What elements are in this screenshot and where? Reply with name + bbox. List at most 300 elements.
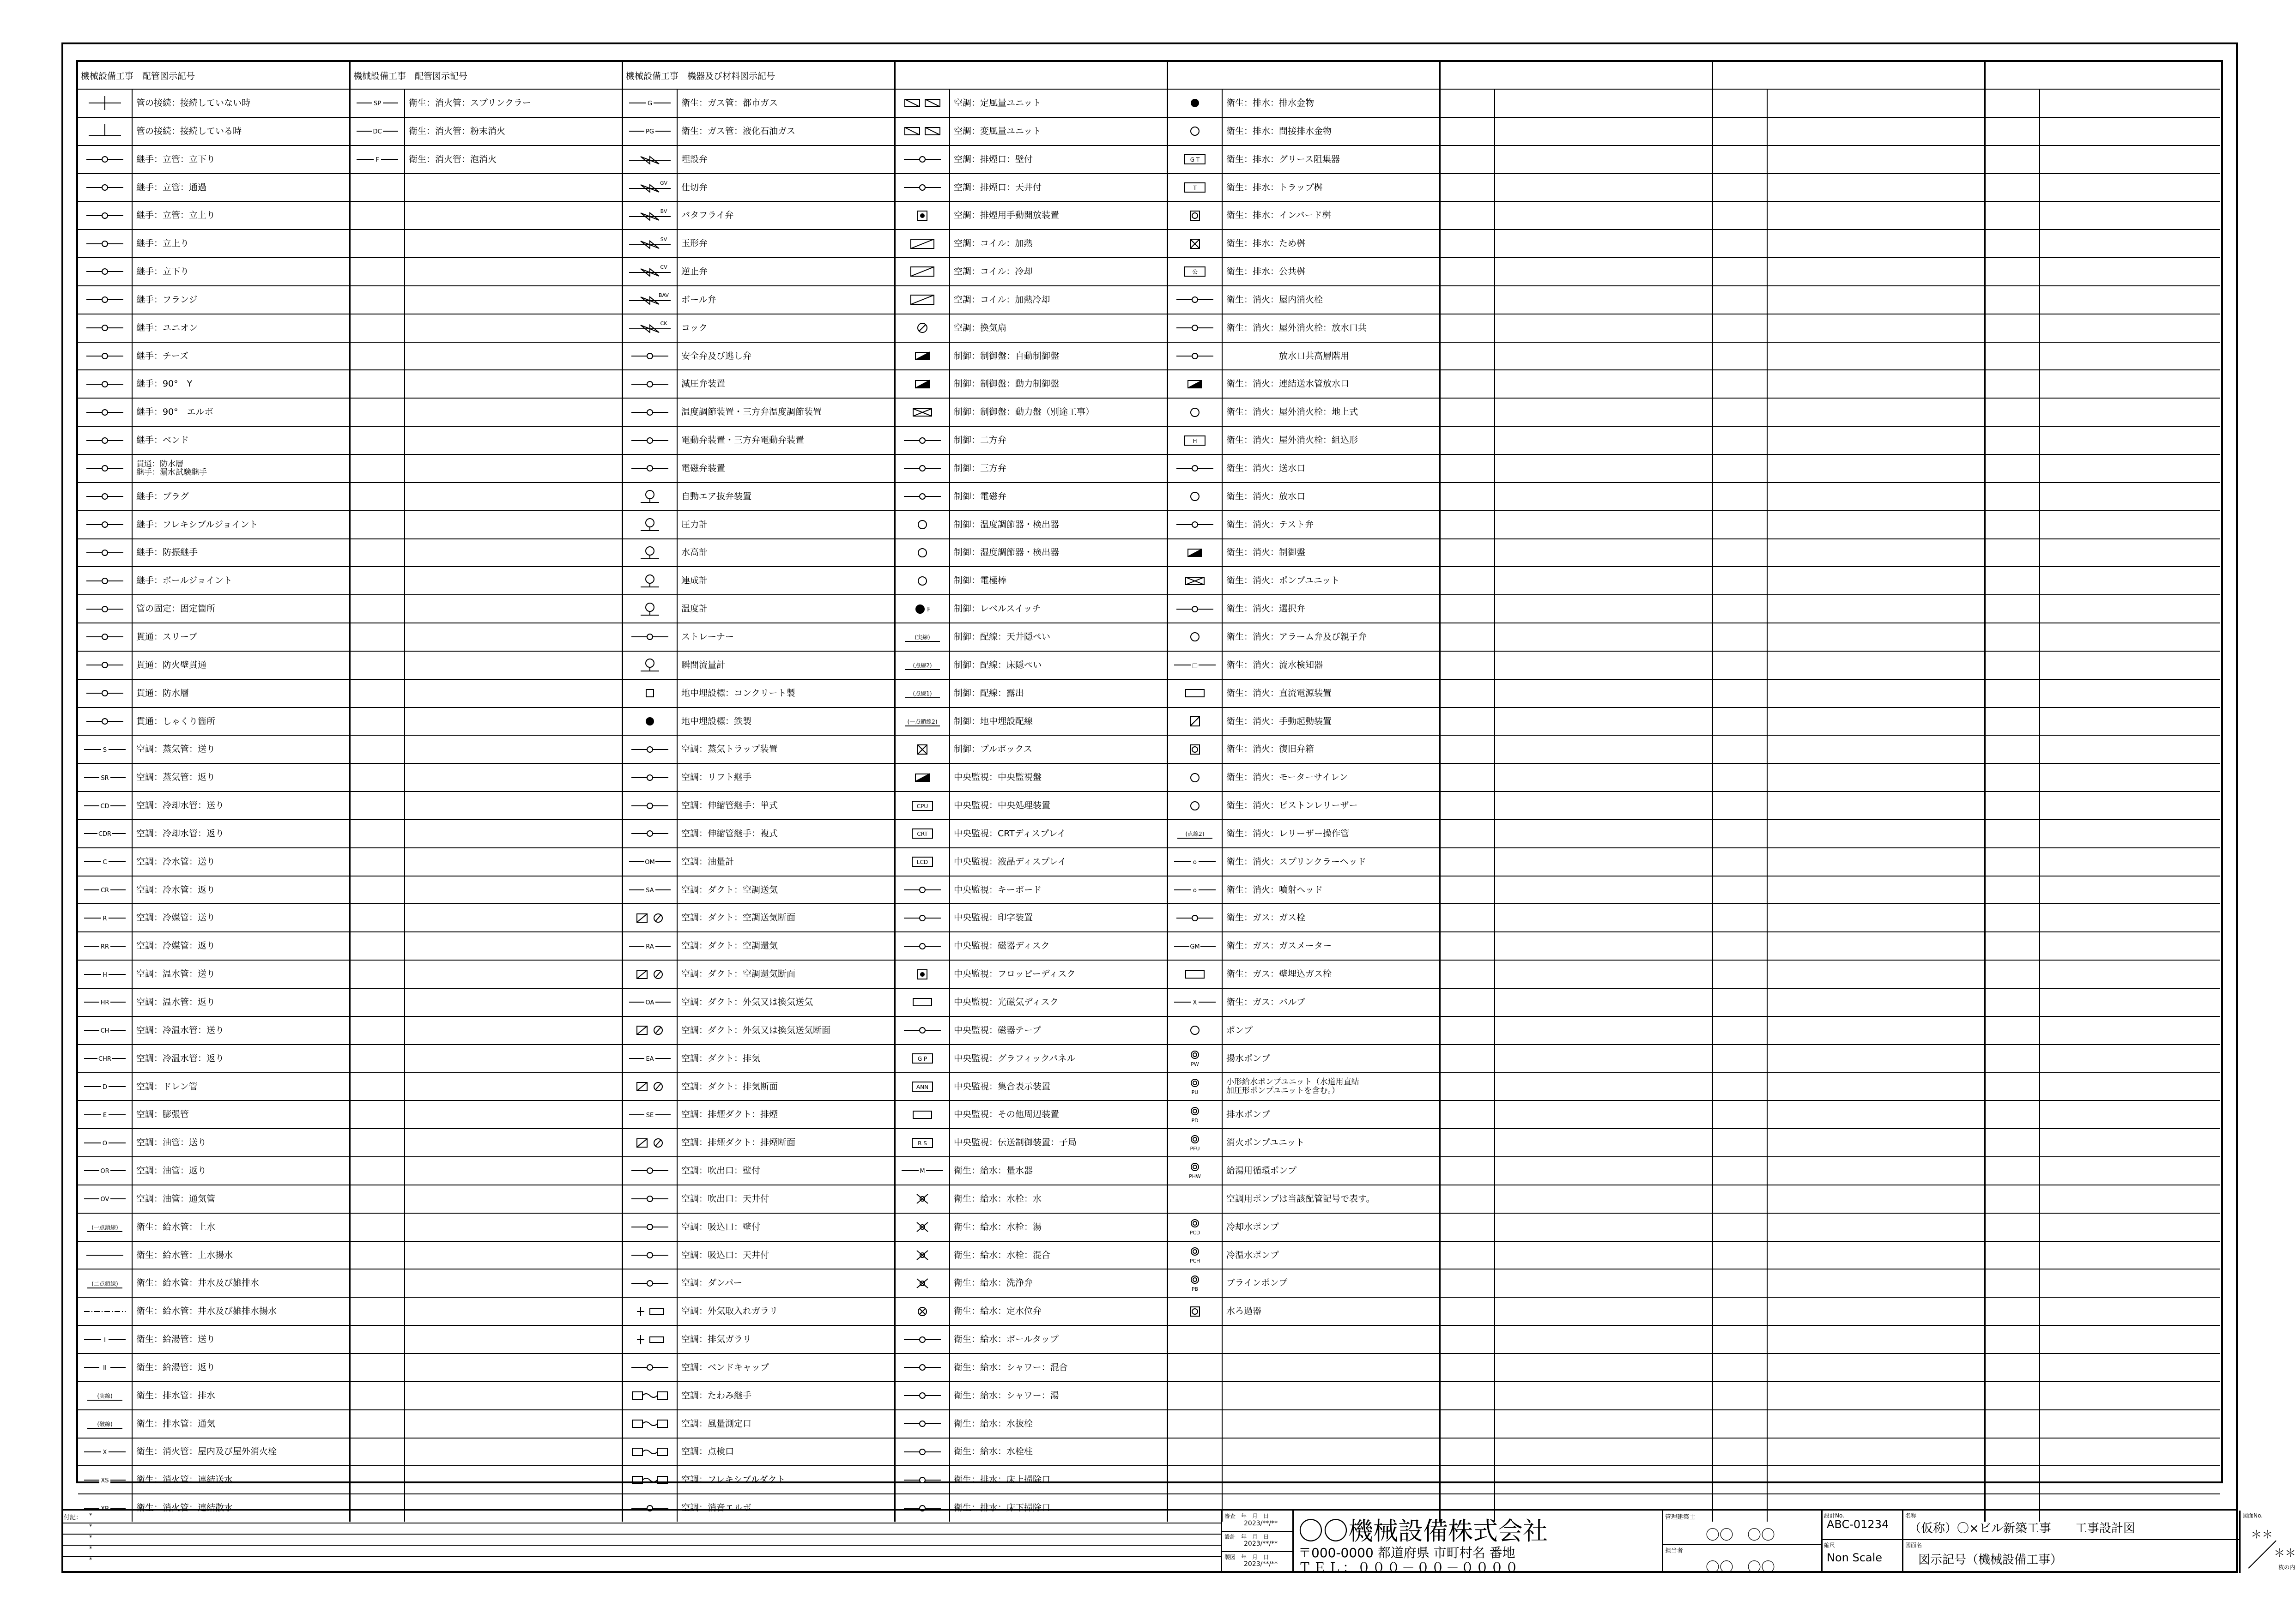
symbol-cell (896, 539, 950, 567)
symbol-cell (1713, 989, 1768, 1016)
symbol-circle-icon (1172, 403, 1218, 422)
description-cell: 中央監視：フロッピーディスク (954, 969, 1076, 979)
symbol-shower-icon (899, 1386, 945, 1405)
symbol-cell (896, 1382, 950, 1409)
symbol-line-icon (82, 768, 128, 787)
symbol-cell (351, 1439, 405, 1466)
description-cell: 管の接続：接続している時 (136, 126, 242, 136)
legend-row (896, 1269, 1167, 1297)
legend-row (351, 342, 622, 370)
symbol-cell (1168, 174, 1223, 201)
legend-row (351, 735, 622, 763)
description-cell (405, 202, 622, 229)
column-header: 機械設備工事 配管図示記号 (353, 71, 468, 81)
legend-row (78, 1156, 349, 1185)
legend-row (351, 594, 622, 623)
description-cell (1495, 1298, 1712, 1325)
legend-row (1168, 707, 1439, 735)
description-cell (2040, 961, 2220, 988)
description-cell (2040, 1439, 2220, 1466)
legend-row (1441, 1465, 1712, 1493)
approval-label: 審査 年 月 日 (1224, 1513, 1269, 1519)
description-cell (1768, 1269, 1984, 1297)
symbol-cell (1168, 989, 1223, 1016)
symbol-cell (78, 286, 133, 314)
description-cell (405, 483, 622, 510)
symbol-circle-icon (899, 515, 945, 534)
description-cell: 減圧弁装置 (681, 379, 726, 389)
legend-row (78, 342, 349, 370)
symbol-antivib-icon (82, 544, 128, 562)
legend-row (78, 847, 349, 876)
description-cell: 衛生：消火：屋外消火栓：放水口共 (1226, 322, 1367, 333)
description-cell: 貫通：防火壁貫通 (136, 659, 207, 670)
description-cell: 玉形弁 (681, 238, 708, 249)
description-cell (2040, 118, 2220, 145)
legend-row (1986, 876, 2220, 904)
description-cell (405, 1439, 622, 1466)
description-cell: 空調：リフト継手 (681, 772, 752, 783)
legend-row (896, 1213, 1167, 1241)
legend-row (1713, 1353, 1984, 1381)
symbol-bend-icon (82, 431, 128, 450)
symbol-line-icon (82, 824, 128, 843)
description-cell (1495, 343, 1712, 370)
svg-text:OV: OV (100, 1196, 109, 1203)
symbol-cell (1986, 286, 2040, 314)
symbol-flexduct-icon (627, 1471, 673, 1489)
description-cell (1768, 595, 1984, 623)
legend-row (351, 454, 622, 482)
legend-row (1168, 482, 1439, 510)
symbol-cell (351, 1326, 405, 1353)
description-cell (405, 1269, 622, 1297)
description-cell (1768, 623, 1984, 651)
symbol-cell (351, 370, 405, 398)
legend-row (1441, 201, 1712, 229)
description-cell (1495, 1354, 1712, 1381)
symbol-cell (78, 848, 133, 876)
symbol-panelx-icon (899, 403, 945, 422)
description-cell (1768, 1214, 1984, 1241)
legend-row (1168, 1297, 1439, 1325)
symbol-cell (1986, 1017, 2040, 1044)
legend-row (1168, 1044, 1439, 1072)
description-cell: 衛生：排水：間接排水金物 (1226, 126, 1332, 136)
legend-row (1168, 342, 1439, 370)
symbol-cell (78, 1017, 133, 1044)
description-cell (1495, 792, 1712, 819)
legend-row (1986, 707, 2220, 735)
symbol-duct-icon (627, 1021, 673, 1040)
description-cell: 衛生：消火：テスト弁 (1226, 519, 1314, 530)
description-cell: 温度計 (681, 604, 708, 614)
symbol-cell (896, 1269, 950, 1297)
symbol-cell (1713, 118, 1768, 145)
symbol-cell (1441, 343, 1495, 370)
symbol-boxtext-icon (1172, 824, 1218, 843)
legend-row (623, 285, 894, 314)
symbol-rect-icon (899, 993, 945, 1011)
svg-text:D: D (102, 1083, 108, 1091)
symbol-cell (1713, 230, 1768, 257)
legend-row (351, 679, 622, 707)
legend-row (1986, 454, 2220, 482)
description-cell (1495, 1466, 1712, 1493)
legend-row (623, 960, 894, 988)
symbol-cell (1168, 1101, 1223, 1128)
svg-text:o: o (1193, 859, 1197, 866)
symbol-cell (1986, 961, 2040, 988)
svg-text:T: T (1193, 184, 1197, 191)
description-cell: 空調：コイル：加熱 (954, 238, 1033, 249)
description-cell (1495, 708, 1712, 735)
legend-row (351, 89, 622, 117)
symbol-cell (1441, 1129, 1495, 1156)
symbol-unit-icon (899, 94, 945, 112)
legend-column (623, 62, 896, 1522)
symbol-cell (623, 932, 678, 960)
symbol-cell (623, 511, 678, 538)
svg-text:(一点鎖線2): (一点鎖線2) (907, 718, 938, 725)
description-cell: 衛生：給水：水栓：水 (954, 1193, 1042, 1204)
symbol-cell (1986, 399, 2040, 426)
symbol-cell (1441, 1045, 1495, 1072)
symbol-cell (623, 792, 678, 819)
description-cell: 空調：冷媒管：送り (136, 913, 216, 923)
symbol-cell (351, 258, 405, 285)
svg-text:CDR: CDR (98, 831, 112, 838)
legend-row (1986, 960, 2220, 988)
svg-text:(破線): (破線) (97, 1421, 113, 1428)
symbol-circle-icon (1172, 628, 1218, 646)
legend-row (78, 1353, 349, 1381)
legend-row (623, 229, 894, 257)
legend-row (78, 482, 349, 510)
description-cell (405, 1017, 622, 1044)
symbol-line-icon (82, 993, 128, 1011)
symbol-label-icon (1172, 178, 1218, 197)
legend-row (1441, 1156, 1712, 1185)
description-cell: 衛生：排水：ため桝 (1226, 238, 1306, 249)
description-cell (2040, 230, 2220, 257)
description-cell: 空調：定風量ユニット (954, 97, 1042, 108)
symbol-cell (1441, 455, 1495, 482)
symbol-rect-icon (899, 1106, 945, 1124)
description-cell (2040, 567, 2220, 594)
symbol-cell (1168, 567, 1223, 594)
symbol-cell (351, 1410, 405, 1438)
symbol-cell (78, 202, 133, 229)
legend-row (623, 1409, 894, 1438)
symbol-cell (78, 876, 133, 904)
legend-column (78, 62, 351, 1522)
description-cell (1768, 1017, 1984, 1044)
symbol-plug-icon (82, 487, 128, 506)
symbol-cell (351, 455, 405, 482)
description-cell: 中央監視：液晶ディスプレイ (954, 856, 1066, 867)
description-cell: 空調：ダクト：排気 (681, 1053, 761, 1064)
symbol-valve-icon (627, 178, 673, 197)
legend-row (896, 1381, 1167, 1409)
description-cell: 継手：フレキシブルジョイント (136, 519, 258, 530)
description-cell: 衛生：給水：水栓：湯 (954, 1221, 1042, 1232)
manager-name: 〇〇 〇〇 (1706, 1527, 1775, 1543)
symbol-line-icon (82, 1358, 128, 1377)
symbol-cell (1168, 1439, 1223, 1466)
symbol-cell (78, 1354, 133, 1381)
symbol-cell (78, 820, 133, 847)
legend-row (1986, 1128, 2220, 1156)
symbol-cell (351, 1214, 405, 1241)
symbol-line-icon (82, 797, 128, 815)
legend-row (351, 707, 622, 735)
description-cell (2040, 764, 2220, 791)
symbol-cell (896, 455, 950, 482)
description-cell: 衛生：排水：トラップ桝 (1226, 182, 1323, 193)
description-cell: 衛生：排水：公共桝 (1226, 266, 1306, 277)
symbol-cell (351, 230, 405, 257)
description-cell: 制御：地中埋設配線 (954, 716, 1033, 726)
symbol-cell (896, 708, 950, 735)
legend-row (351, 1213, 622, 1241)
legend-row (623, 651, 894, 679)
symbol-line-icon (627, 993, 673, 1011)
symbol-cell (1441, 399, 1495, 426)
symbol-bib-icon (899, 1443, 945, 1461)
legend-row (1441, 1269, 1712, 1297)
legend-row (1441, 314, 1712, 342)
symbol-panelx-icon (1172, 572, 1218, 590)
description-cell: 衛生：消火：連結送水管放水口 (1226, 379, 1350, 389)
column-header (1441, 62, 1712, 89)
description-cell (405, 904, 622, 931)
symbol-cell (896, 202, 950, 229)
legend-row (623, 791, 894, 819)
description-cell (2040, 989, 2220, 1016)
legend-row (1168, 173, 1439, 201)
legend-row (351, 791, 622, 819)
symbol-cell (623, 904, 678, 931)
symbol-coil-icon (899, 290, 945, 309)
description-cell: 空調：変風量ユニット (954, 126, 1042, 136)
legend-row (1713, 285, 1984, 314)
symbol-cell (78, 1157, 133, 1185)
symbol-cell (1168, 343, 1223, 370)
legend-row (78, 623, 349, 651)
description-cell (1768, 904, 1984, 931)
symbol-cell (351, 146, 405, 173)
description-cell (1495, 820, 1712, 847)
description-cell: 中央監視：磁器ディスク (954, 941, 1050, 951)
description-cell (1768, 1242, 1984, 1269)
legend-row (1441, 819, 1712, 847)
description-cell: 制御：制御盤：自動制御盤 (954, 351, 1060, 361)
legend-row (1986, 1269, 2220, 1297)
legend-row (1986, 791, 2220, 819)
symbol-cell (78, 792, 133, 819)
legend-row (1986, 651, 2220, 679)
legend-row (1441, 903, 1712, 931)
symbol-cell (78, 961, 133, 988)
symbol-cell (1986, 511, 2040, 538)
symbol-line-icon (82, 1021, 128, 1040)
legend-row (1168, 1353, 1439, 1381)
symbol-cell (78, 736, 133, 763)
legend-row (896, 369, 1167, 398)
symbol-fwall-icon (82, 656, 128, 674)
description-cell (405, 595, 622, 623)
symbol-cell (1441, 174, 1495, 201)
symbol-cell (1441, 258, 1495, 285)
description-cell: 埋設弁 (681, 154, 708, 164)
description-cell (2040, 820, 2220, 847)
column-header: 機械設備工事 機器及び材料図示記号 (626, 71, 775, 81)
description-cell: バタフライ弁 (681, 210, 734, 221)
symbol-cell (1713, 567, 1768, 594)
symbol-cell (1713, 511, 1768, 538)
symbol-cell (78, 483, 133, 510)
description-cell (2040, 427, 2220, 454)
symbol-coil-icon (899, 235, 945, 253)
symbol-hydrant-icon (899, 1274, 945, 1293)
description-cell: 衛生：消火：レリーザー操作管 (1226, 828, 1350, 839)
description-cell (405, 848, 622, 876)
legend-row (896, 1185, 1167, 1213)
legend-row (351, 538, 622, 567)
description-cell (1768, 1101, 1984, 1128)
symbol-cell (78, 595, 133, 623)
description-cell: 衛生：消火：ポンプユニット (1226, 575, 1340, 586)
symbol-cell (1168, 286, 1223, 314)
legend-row (896, 1353, 1167, 1381)
symbol-gauge-icon (627, 656, 673, 674)
symbol-cell (351, 1129, 405, 1156)
symbol-line-icon (82, 1190, 128, 1208)
symbol-cell (1713, 848, 1768, 876)
symbol-cell (1168, 652, 1223, 679)
symbol-cell (623, 1129, 678, 1156)
symbol-line-icon (899, 1161, 945, 1180)
legend-row (1441, 229, 1712, 257)
symbol-duct-icon (627, 965, 673, 984)
symbol-cell (1168, 1045, 1223, 1072)
symbol-cell (351, 118, 405, 145)
description-cell: 継手：立上り (136, 238, 189, 249)
symbol-cell (623, 961, 678, 988)
description-cell (405, 343, 622, 370)
symbol-circle-icon (1172, 487, 1218, 506)
legend-row (1713, 1297, 1984, 1325)
symbol-cell (1986, 1326, 2040, 1353)
symbol-trap-icon (627, 740, 673, 759)
description-cell (1768, 1326, 1984, 1353)
description-cell (1495, 1269, 1712, 1297)
description-cell: 衛生：給水：水栓：混合 (954, 1250, 1051, 1260)
description-cell: 衛生：ガス：ガス栓 (1226, 913, 1306, 923)
description-cell (405, 876, 622, 904)
symbol-cell (623, 483, 678, 510)
symbol-wallvent-icon (627, 1218, 673, 1236)
symbol-kbd-icon (899, 881, 945, 899)
description-cell (1495, 680, 1712, 707)
symbol-cell (351, 904, 405, 931)
legend-row (896, 145, 1167, 173)
drawing-label: 製図 年 月 日 (1224, 1554, 1269, 1560)
symbol-cell (623, 1214, 678, 1241)
symbol-line-icon (82, 1330, 128, 1349)
legend-row (1168, 1128, 1439, 1156)
symbol-flex-icon (82, 515, 128, 534)
description-cell (1768, 848, 1984, 876)
description-cell: 空調：温水管：返り (136, 997, 216, 1007)
description-cell (2040, 680, 2220, 707)
symbol-cell (78, 370, 133, 398)
legend-row (1441, 1297, 1712, 1325)
symbol-cell (351, 1017, 405, 1044)
symbol-cell (896, 174, 950, 201)
legend-row (1713, 538, 1984, 567)
legend-row (1168, 931, 1439, 960)
svg-text:EA: EA (646, 1056, 654, 1063)
legend-row (1168, 1100, 1439, 1128)
description-cell: ブラインポンプ (1226, 1278, 1288, 1288)
legend-row (1986, 903, 2220, 931)
svg-text:PCD: PCD (1189, 1230, 1200, 1236)
description-cell: 空調：油量計 (681, 856, 734, 867)
symbol-cell (1986, 202, 2040, 229)
symbol-waterproof-icon (82, 684, 128, 702)
legend-row (78, 89, 349, 117)
symbol-line-icon (82, 937, 128, 955)
symbol-pump-icon (1172, 1106, 1218, 1124)
symbol-cell (623, 314, 678, 342)
drawing-date: 2023/**/** (1244, 1560, 1278, 1568)
legend-row (1168, 229, 1439, 257)
legend-row (896, 988, 1167, 1016)
description-cell (1768, 539, 1984, 567)
description-cell: 衛生：給水：シャワー：混合 (954, 1362, 1068, 1372)
description-cell: 継手：立下り (136, 266, 189, 277)
legend-row (1441, 1381, 1712, 1409)
description-cell (405, 1298, 622, 1325)
symbol-cell (1713, 343, 1768, 370)
symbol-sleeve-icon (82, 628, 128, 646)
description-cell: 衛生：消火：放水口 (1226, 491, 1306, 502)
legend-row (623, 903, 894, 931)
symbol-cell (1713, 90, 1768, 117)
legend-row (623, 735, 894, 763)
symbol-rect-icon (1172, 965, 1218, 984)
symbol-cell (623, 708, 678, 735)
symbol-cell (351, 876, 405, 904)
symbol-three-icon (899, 459, 945, 478)
symbol-cell (1168, 680, 1223, 707)
legend-row (78, 1185, 349, 1213)
description-cell: 給湯用循環ポンプ (1226, 1166, 1297, 1176)
legend-row (1713, 651, 1984, 679)
symbol-cell (623, 1298, 678, 1325)
symbol-cell (1986, 1157, 2040, 1185)
symbol-duct-icon (627, 909, 673, 927)
legend-row (623, 566, 894, 594)
description-cell: 中央監視：集合表示装置 (954, 1081, 1051, 1092)
symbol-cell (78, 1242, 133, 1269)
description-cell (2040, 708, 2220, 735)
symbol-cell (1168, 932, 1223, 960)
sheet-number: ＊＊ (2251, 1528, 2273, 1541)
description-cell (1768, 455, 1984, 482)
